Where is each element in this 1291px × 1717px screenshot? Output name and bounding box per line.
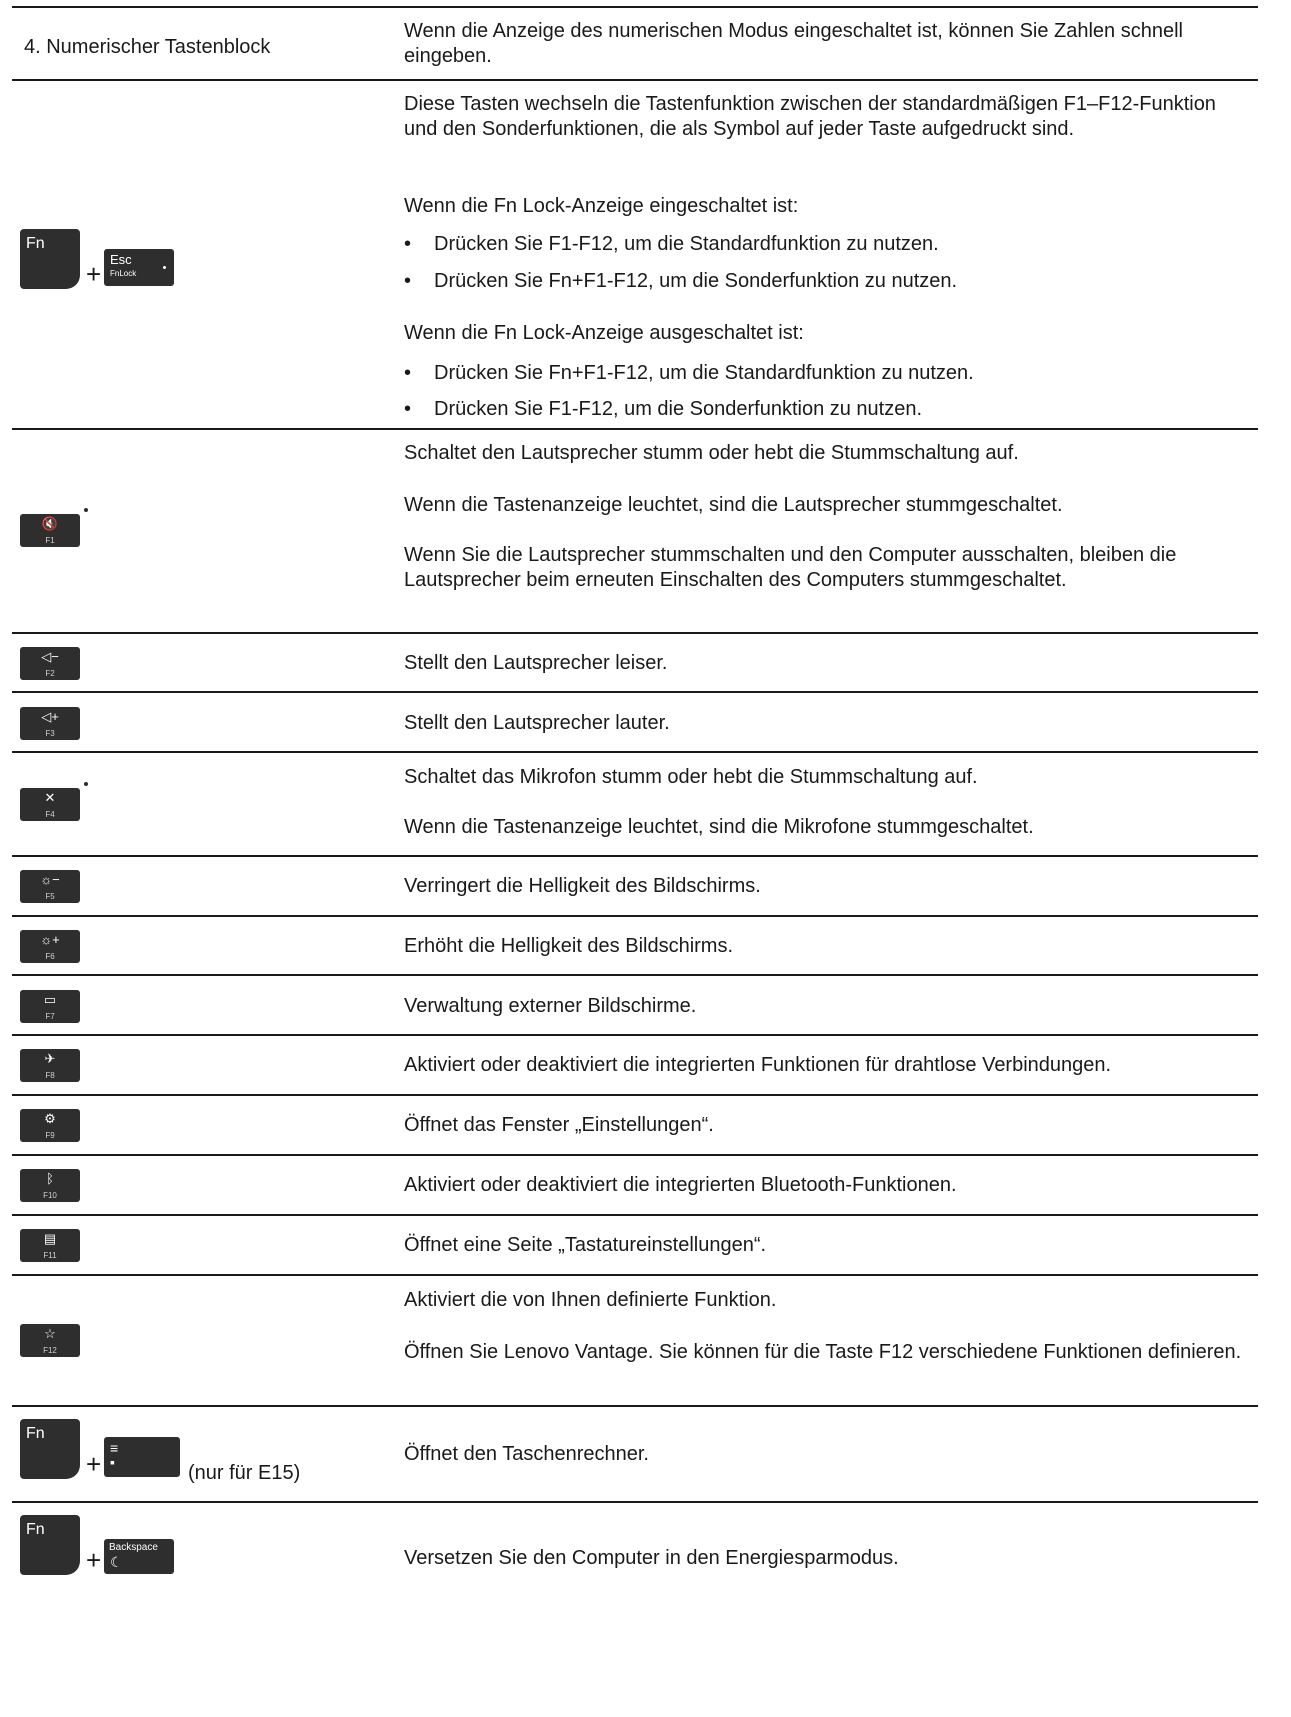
- description: Stellt den Lautsprecher lauter.: [404, 712, 670, 734]
- description: Aktiviert oder deaktiviert die integrierten Bluetooth-Funktionen.: [404, 1174, 957, 1196]
- calculator-icon: ≡ ▪: [110, 1440, 119, 1470]
- fn-key: [20, 229, 80, 289]
- key-label: F7: [45, 1012, 55, 1021]
- list-item: • Drücken Sie Fn+F1-F12, um die Sonderfunktion zu nutzen.: [404, 269, 1250, 294]
- key-cell: [12, 430, 382, 632]
- key-cell: [12, 81, 382, 428]
- description: Wenn die Fn Lock-Anzeige ausgeschaltet ist:: [404, 322, 804, 344]
- backspace-key-label: Backspace: [109, 1542, 158, 1553]
- table-row: [12, 81, 1258, 430]
- description: Wenn die Fn Lock-Anzeige eingeschaltet ist:: [404, 195, 799, 217]
- key-label: F6: [45, 952, 55, 961]
- description: Aktiviert die von Ihnen definierte Funktion.: [404, 1289, 777, 1311]
- description: Versetzen Sie den Computer in den Energiesparmodus.: [404, 1547, 899, 1569]
- key-cell: [12, 1156, 382, 1214]
- fn-key-label: Fn: [26, 235, 45, 252]
- description: Diese Tasten wechseln die Tastenfunktion zwischen der standardmäßigen F1–F12-Funktion und den Sonderfunktionen, die als Symbol auf jeder Taste aufgedruckt sind.: [404, 93, 1216, 140]
- sleep-icon: ☾: [110, 1554, 123, 1570]
- plus-sign: +: [86, 259, 102, 289]
- table-row: [12, 1036, 1258, 1096]
- table-row: [12, 1503, 1258, 1600]
- description: Schaltet den Lautsprecher stumm oder hebt die Stummschaltung auf.: [404, 442, 1019, 464]
- description: Wenn die Anzeige des numerischen Modus eingeschaltet ist, können Sie Zahlen schnell eingeben.: [404, 20, 1183, 67]
- plus-sign: +: [86, 1545, 102, 1575]
- table-row: [12, 1156, 1258, 1216]
- calculator-key: [104, 1437, 180, 1477]
- key-label: F3: [45, 729, 55, 738]
- key-cell: [12, 857, 382, 915]
- fn-key: [20, 1515, 80, 1575]
- brightness-down-icon: ☼−: [40, 872, 60, 887]
- list-item: • Drücken Sie F1-F12, um die Sonderfunktion zu nutzen.: [404, 397, 1250, 422]
- keyboard-icon: ▤: [43, 1231, 57, 1246]
- table-row: [12, 753, 1258, 857]
- key-cell: [12, 693, 382, 751]
- description: Wenn die Tastenanzeige leuchtet, sind die Mikrofone stummgeschaltet.: [404, 816, 1034, 838]
- key-cell: [12, 1096, 382, 1154]
- f3-key: [20, 707, 80, 740]
- star-icon: ☆: [44, 1326, 56, 1341]
- description: Öffnet eine Seite „Tastatureinstellungen“.: [404, 1234, 767, 1256]
- table-row: [12, 917, 1258, 976]
- key-label: F10: [43, 1191, 57, 1200]
- display-icon: ▭: [43, 992, 57, 1007]
- key-cell: [12, 976, 382, 1034]
- bluetooth-icon: ᛒ: [46, 1171, 54, 1186]
- description: Öffnet das Fenster „Einstellungen“.: [404, 1114, 714, 1136]
- table-row: [12, 693, 1258, 753]
- f4-key: [20, 788, 80, 821]
- key-cell: [12, 634, 382, 691]
- description: Verringert die Helligkeit des Bildschirms.: [404, 875, 761, 897]
- esc-key-label: Esc: [110, 252, 132, 267]
- fnlock-label: FnLock: [110, 269, 137, 278]
- volume-up-icon: ◁+: [41, 709, 59, 724]
- f11-key: [20, 1229, 80, 1262]
- key-label: F12: [43, 1346, 57, 1355]
- brightness-up-icon: ☼+: [40, 932, 60, 947]
- table-row: [12, 634, 1258, 693]
- description: Wenn Sie die Lautsprecher stummschalten und den Computer ausschalten, bleiben die Lautsprecher beim erneuten Einschalten des Computers stummgeschaltet.: [404, 544, 1177, 591]
- description: Stellt den Lautsprecher leiser.: [404, 652, 668, 674]
- table-row: [12, 976, 1258, 1036]
- f9-key: [20, 1109, 80, 1142]
- table-row: [12, 6, 1258, 81]
- table-row: [12, 1216, 1258, 1276]
- mute-icon: 🔇: [41, 516, 59, 531]
- table-row: [12, 1276, 1258, 1407]
- fnlock-indicator-icon: [163, 266, 166, 269]
- indicator-dot: [84, 508, 88, 512]
- numeric-keypad-label: 4. Numerischer Tastenblock: [24, 36, 271, 58]
- airplane-icon: ✈: [44, 1051, 56, 1066]
- f6-key: [20, 930, 80, 963]
- key-label: F2: [45, 669, 55, 678]
- key-label: F8: [45, 1071, 55, 1080]
- list-item: • Drücken Sie F1-F12, um die Standardfunktion zu nutzen.: [404, 232, 1250, 257]
- description: Öffnet den Taschenrechner.: [404, 1443, 649, 1465]
- description: Wenn die Tastenanzeige leuchtet, sind die Lautsprecher stummgeschaltet.: [404, 494, 1063, 516]
- list-item: • Drücken Sie Fn+F1-F12, um die Standardfunktion zu nutzen.: [404, 361, 1250, 386]
- description: Erhöht die Helligkeit des Bildschirms.: [404, 935, 734, 957]
- table-row: [12, 430, 1258, 634]
- esc-key: [104, 249, 174, 286]
- key-cell: [12, 1216, 382, 1274]
- plus-sign: +: [86, 1449, 102, 1479]
- mic-mute-icon: ✕: [44, 790, 56, 805]
- f12-key: [20, 1324, 80, 1357]
- settings-icon: ⚙: [44, 1111, 56, 1126]
- volume-down-icon: ◁−: [41, 649, 59, 664]
- description: Öffnen Sie Lenovo Vantage. Sie können für die Taste F12 verschiedene Funktionen definieren.: [404, 1341, 1242, 1363]
- table-row: [12, 857, 1258, 917]
- fn-key-label: Fn: [26, 1521, 45, 1538]
- key-cell: [12, 8, 382, 79]
- f2-key: [20, 647, 80, 680]
- key-cell: [12, 753, 382, 855]
- f8-key: [20, 1049, 80, 1082]
- key-label: F9: [45, 1131, 55, 1140]
- key-cell: [12, 1036, 382, 1094]
- key-cell: [12, 917, 382, 974]
- description: Aktiviert oder deaktiviert die integrierten Funktionen für drahtlose Verbindungen.: [404, 1054, 1112, 1076]
- key-label: F4: [45, 810, 55, 819]
- table-row: [12, 1096, 1258, 1156]
- description: Schaltet das Mikrofon stumm oder hebt die Stummschaltung auf.: [404, 766, 978, 788]
- key-label: F1: [45, 536, 55, 545]
- key-cell: [12, 1276, 382, 1405]
- f5-key: [20, 870, 80, 903]
- model-note: (nur für E15): [188, 1462, 301, 1484]
- table-row: [12, 1407, 1258, 1503]
- fn-key: [20, 1419, 80, 1479]
- key-cell: [12, 1503, 382, 1600]
- key-cell: [12, 1407, 382, 1501]
- key-label: F11: [43, 1251, 57, 1260]
- f10-key: [20, 1169, 80, 1202]
- indicator-dot: [84, 782, 88, 786]
- key-label: F5: [45, 892, 55, 901]
- fn-key-label: Fn: [26, 1425, 45, 1442]
- f1-key: [20, 514, 80, 547]
- f7-key: [20, 990, 80, 1023]
- backspace-key: [104, 1539, 174, 1574]
- description: Verwaltung externer Bildschirme.: [404, 995, 697, 1017]
